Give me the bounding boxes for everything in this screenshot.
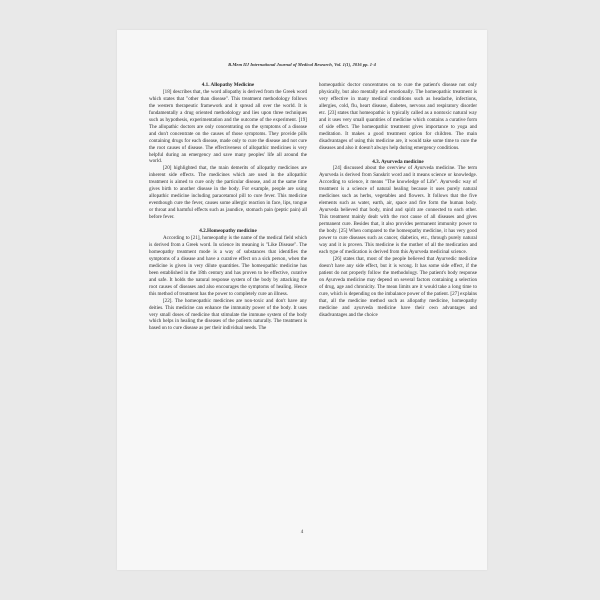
section-heading-homeopathy: 4.2.Homeopathy medicine	[199, 228, 257, 235]
left-column	[149, 82, 307, 332]
paragraph: According to [21], homeopathy is the name of the medical field which is derived from a Greek word. In science its meaning is "Like Disease". The homeopathy treatment mode is a way of substances that identifies the symptoms of a disease and have a curative effect on a sick person, when the medicine is given in very dilute quantities. The homeopathic medicine has been established in the 18th century and has proven to be effective, curative and safe. It holds the natural response system of the body by attacking the root causes of diseases and also encourages the symptoms of healing. Hence this method of treatment has the power to completely cure an illness.	[149, 235, 307, 297]
paragraph: [26] states that, most of the people believed that Ayurvedic medicine doesn't have any side effect, but it is wrong. It has some side effect, if the patient do not properly follow the methodology. The patient's body response on Ayurveda medicine may depend on several factors containing a selection of drug, age and chronicity. The mean limits are it would take a long time to cure, which is depending on the imbalance power of the patient. [27] explains that, all the medicine method such as allopathy medicine, homeopathy medicine and ayurveda medicine have their own advantages and disadvantages and the choice	[319, 255, 477, 318]
paragraph: homeopathic doctor concentrates on to cure the patient's disease not only physically, but also mentally and emotionally. The homeopathic treatment is very effective in many medical conditions such as headache, infections, allergies, cold, flu, heart disease, diabetes, nervous and respiratory disorder etc. [23] states that homeopathic is typically called as a nontoxic natural way and it uses very small quantities of medicine which contains a curative form of side effect. The homeopathic treatment gives importance to yoga and meditation. It makes a good treatment option for children. The main disadvantages of using this medicine are, it would take some time to cure the diseases and also it doesn't always help during emergency conditions.	[319, 82, 477, 151]
page-number: 4	[300, 530, 304, 535]
spacer	[319, 152, 477, 159]
section-heading-allopathy: 4.1. Allopathy Medicine	[201, 82, 255, 88]
paragraph: [22]. The homeopathic medicines are non-toxic and don't have any deities. This medicine can enhance the immunity power of the body. It uses very small doses of medicine that stimulate the immune system of the body which helps in healing the diseases of the patients naturally. The treatment is based on to cure disease as per their individual needs. The	[149, 297, 307, 332]
paragraph: [18] describes that, the word allopathy is derived from the Greek word which states that "other than disease". This treatment methodology follows the western therapeutic framework and it spread all over the world. It is fundamentally a drug oriented methodology and lies upon three techniques such as hypothesis, experimentation and the outcome of the experiment. [19] The allopathic doctors are only concentrating on the symptoms of a disease and don't concentrate on the causes of those symptoms. They provide pills containing drugs for each disease, made only to cure the disease and not cure the root causes of disease. The effectiveness of allopathic medicines is very helpful during an emergency and save many peoples' life all around the world.	[149, 88, 307, 165]
section-heading-ayurveda: 4.3. Ayurveda medicine	[372, 158, 424, 165]
paragraph: [24] discussed about the overview of Ayurveda medicine. The term Ayurveda is derived from Sanskrit word and it means science or knowledge. According to science, it means "The knowledge of Life". Ayurvedic way of treatment is a science of natural healing because it uses purely natural medicines such as herbs, vegetables and flowers. It follows that the five elements such as water, earth, air, space and fire form the human body. Ayurveda believed that body, mind and spirit are connected to each other. This treatment mainly dealt with the root cause of all diseases and gives permanent cure. Besides that, it also provides permanent immunity power to the body. [25] When compared to the homeopathy medicine, it has very good power to cure diseases such as cancer, diabetics, etc., through purely natural way and it is proven. This medicine is the mother of all the medication and each type of medication is derived from this Ayurveda medicinal science.	[319, 165, 477, 255]
paragraph: [20] highlighted that, the main demerits of allopathy medicines are inherent side effects. The medicines which are used in the allopathic treatment is aimed to cure only the particular disease, and at the same time gives birth to another disease in the body. For example, people are using allopathic medicine including paracetamol pill to cure fever. This medicine eventhough cure the fever, causes some allergic reaction in face, lips, tongue or throat and harmful effects such as jaundice, stomach pain (peptic pain) all before fever.	[149, 165, 307, 221]
document-page	[117, 30, 487, 570]
running-head: B.Mem IIJ International Journal of Medical Research, Vol. 1(1), 2016 pp. 1-4	[228, 62, 376, 67]
right-column	[319, 82, 477, 318]
spacer	[149, 221, 307, 228]
